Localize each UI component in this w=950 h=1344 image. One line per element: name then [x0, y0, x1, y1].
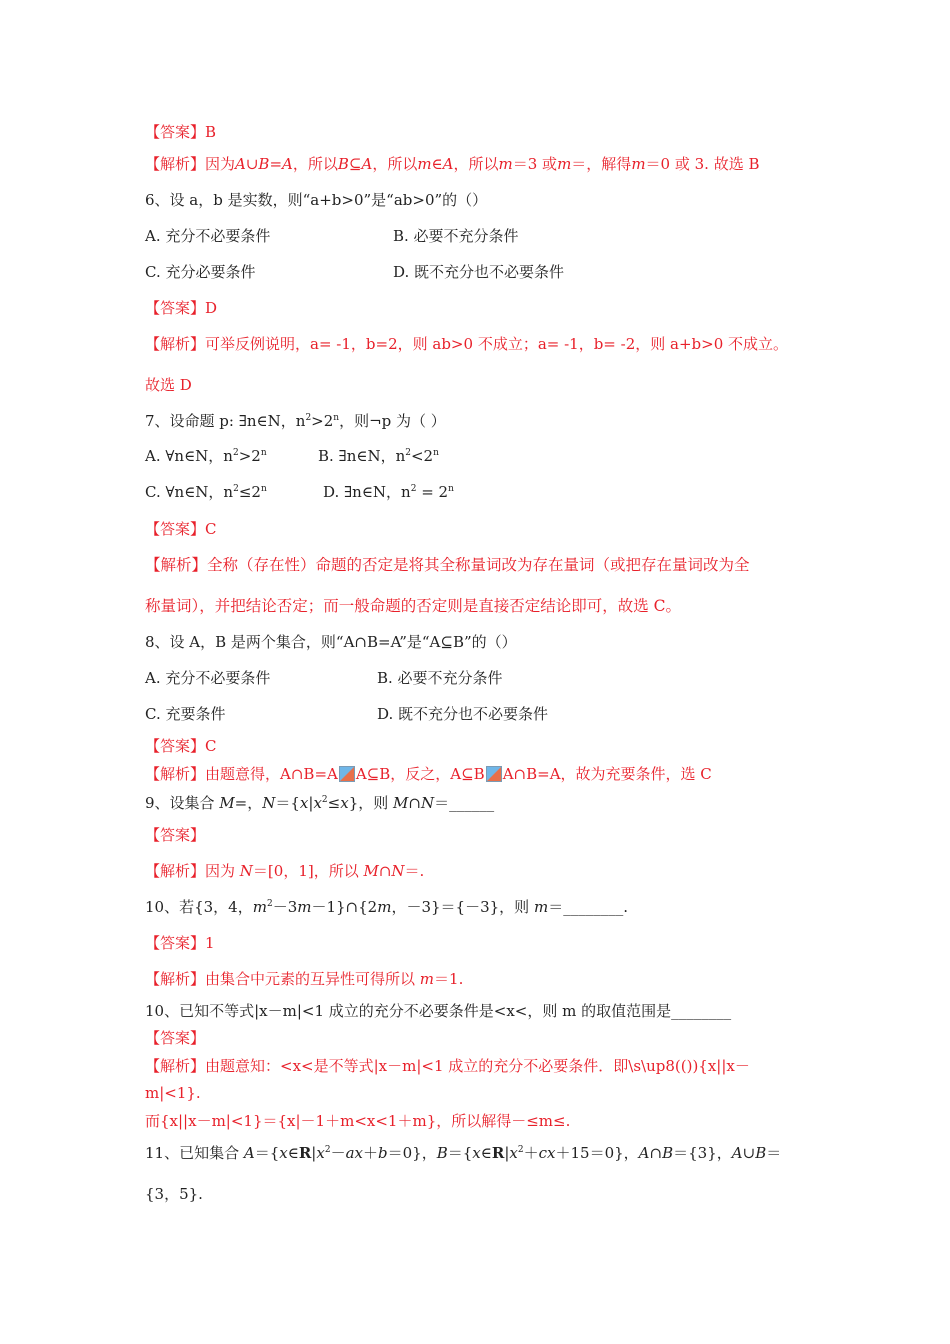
superscript: n — [433, 448, 439, 458]
analysis-text: ，所以 — [372, 155, 418, 173]
option-text: ≤2 — [238, 483, 261, 501]
analysis-text: ，所以 — [292, 155, 338, 173]
q5-analysis — [145, 154, 760, 174]
q6-analysis-cont: 故选 D — [145, 376, 192, 394]
superscript: n — [333, 413, 340, 423]
stem-math: m — [377, 898, 392, 916]
option-text: B. ∃n∈N，n — [318, 447, 406, 465]
answer-value: C — [205, 737, 217, 755]
superscript: 2 — [405, 448, 411, 458]
analysis-text: ＝1. — [434, 970, 464, 988]
analysis-math: M — [363, 862, 379, 880]
analysis-text: 因为 — [205, 155, 236, 173]
stem-text: －1}∩{2 — [311, 898, 378, 916]
q6-stem: 6、设 a，b 是实数，则“a+b>0”是“ab>0”的（） — [145, 191, 488, 209]
stem-math: A — [731, 1144, 743, 1162]
answer-tag: 【答案】 — [145, 520, 206, 538]
answer-value: B — [205, 123, 217, 141]
stem-math: ax — [345, 1144, 363, 1162]
stem-math: m — [297, 898, 312, 916]
stem-text: ＝0}， — [387, 1144, 437, 1162]
stem-text: | — [504, 1144, 510, 1162]
stem-text: 7、设命题 p: ∃n∈N，n — [145, 412, 306, 430]
stem-math: B — [755, 1144, 767, 1162]
answer-tag: 【答案】 — [145, 934, 206, 952]
superscript: n — [448, 484, 454, 494]
q9-stem — [145, 793, 494, 813]
stem-math: x — [509, 1144, 518, 1162]
q8-answer — [145, 736, 217, 756]
analysis-text: ＝0 或 3. 故选 B — [645, 155, 760, 173]
stem-text: －3 — [272, 898, 298, 916]
q7-options-row1 — [145, 446, 439, 466]
option-d: D. 既不充分也不必要条件 — [377, 705, 549, 723]
stem-text: ＝______ — [434, 794, 495, 812]
superscript: n — [260, 484, 267, 494]
stem-math: x — [340, 794, 349, 812]
q10b-stem: 10、已知不等式|x－m|<1 成立的充分不必要条件是<x<，则 m 的取值范围是________ — [145, 1002, 732, 1020]
q10b-answer — [145, 1028, 205, 1048]
q7-analysis-cont: 称量词），并把结论否定；而一般命题的否定则是直接否定结论即可，故选 C。 — [145, 597, 682, 615]
q8-options-row1 — [145, 668, 503, 688]
option-d — [323, 482, 454, 502]
analysis-math: A∪B=A — [235, 155, 293, 173]
option-text: >2 — [238, 447, 261, 465]
stem-text: ＝{ — [447, 1144, 473, 1162]
stem-text: ＋15＝0}， — [555, 1144, 639, 1162]
stem-math: x — [299, 794, 309, 812]
stem-math: N — [262, 794, 276, 812]
option-c: C. 充要条件 — [145, 705, 226, 723]
stem-text: ∈ — [287, 1144, 299, 1162]
option-text: = 2 — [416, 483, 449, 501]
superscript: n — [260, 448, 267, 458]
analysis-text: 全称（存在性）命题的否定是将其全称量词改为存在量词（或把存在量词改为全 — [207, 556, 750, 574]
q10a-stem — [145, 897, 628, 917]
answer-tag: 【答案】 — [145, 123, 206, 141]
q6-analysis — [145, 334, 788, 354]
option-c — [145, 483, 267, 501]
analysis-math: m — [498, 155, 513, 173]
option-a: A. 充分不必要条件 — [145, 227, 271, 245]
stem-math: b — [378, 1144, 388, 1162]
stem-text: ∈ — [480, 1144, 492, 1162]
q8-stem: 8、设 A，B 是两个集合，则“A∩B=A”是“A⊆B”的（） — [145, 633, 517, 651]
answer-tag: 【答案】 — [145, 737, 206, 755]
option-text: <2 — [410, 447, 434, 465]
analysis-tag: 【解析】 — [145, 1057, 206, 1075]
q7-analysis — [145, 555, 750, 575]
analysis-math: m — [631, 155, 646, 173]
stem-text: ＝ — [766, 1144, 782, 1162]
q9-answer — [145, 825, 205, 845]
option-d: D. 既不充分也不必要条件 — [393, 263, 565, 281]
q11-stem — [145, 1143, 781, 1163]
stem-math: x — [279, 1144, 288, 1162]
answer-tag: 【答案】 — [145, 826, 206, 844]
stem-text: ＝{ — [275, 794, 300, 812]
stem-text: ＝{ — [254, 1144, 280, 1162]
superscript: 2 — [232, 448, 239, 458]
stem-math: M — [393, 794, 409, 812]
q7-answer — [145, 519, 217, 539]
option-text: A. ∀n∈N，n — [145, 447, 233, 465]
stem-math: x — [316, 1144, 325, 1162]
q7-stem — [145, 411, 446, 431]
option-text: C. ∀n∈N，n — [145, 483, 234, 501]
analysis-math: N — [239, 862, 253, 880]
stem-text: ＝{3}， — [673, 1144, 732, 1162]
stem-text: | — [311, 1144, 317, 1162]
analysis-text: A⊆B，反之，A⊆B — [355, 765, 485, 783]
analysis-math: m — [419, 970, 435, 988]
q8-options-row2 — [145, 704, 549, 724]
analysis-text: ＝，解得 — [571, 155, 632, 173]
answer-value: 1 — [205, 934, 215, 952]
answer-tag: 【答案】 — [145, 1029, 206, 1047]
analysis-text: A∩B=A，故为充要条件，选 C — [502, 765, 712, 783]
stem-text: ∩ — [408, 794, 421, 812]
q9-analysis — [145, 861, 424, 881]
option-a — [145, 447, 267, 465]
analysis-math: m∈A — [417, 155, 454, 173]
analysis-tag: 【解析】 — [145, 970, 206, 988]
option-a: A. 充分不必要条件 — [145, 669, 271, 687]
q10b-analysis-cont2: 而{x||x－m|<1}＝{x|－1＋m<x<1＋m}，所以解得－≤m≤. — [145, 1112, 571, 1130]
stem-text: ∪ — [742, 1144, 756, 1162]
analysis-tag: 【解析】 — [145, 765, 206, 783]
analysis-tag: 【解析】 — [145, 862, 206, 880]
stem-text: | — [308, 794, 314, 812]
analysis-tag: 【解析】 — [145, 155, 206, 173]
broken-image-icon — [339, 766, 355, 782]
stem-text: =， — [234, 794, 263, 812]
answer-value: C — [205, 520, 217, 538]
stem-text: ∩ — [649, 1144, 663, 1162]
analysis-tag: 【解析】 — [145, 556, 208, 574]
stem-math: A — [638, 1144, 650, 1162]
analysis-text: ＝[0，1]，所以 — [252, 862, 364, 880]
stem-math: R — [298, 1144, 312, 1162]
q11-stem-cont: {3，5}. — [145, 1185, 203, 1203]
option-b — [318, 446, 439, 466]
stem-text: ，－3}＝{－3}，则 — [391, 898, 534, 916]
q6-answer — [145, 298, 217, 318]
stem-text: 10、若{3，4， — [145, 898, 253, 916]
superscript: 2 — [517, 1145, 524, 1155]
q8-analysis — [145, 764, 712, 784]
analysis-text: ＝. — [404, 862, 425, 880]
stem-math: B — [662, 1144, 674, 1162]
stem-math: B — [436, 1144, 448, 1162]
q10b-analysis — [145, 1056, 750, 1076]
analysis-text: 由题意知：<x<是不等式|x－m|<1 成立的充分不必要条件．即\s\up8(()){x||x－ — [205, 1057, 750, 1075]
superscript: 2 — [321, 795, 328, 805]
analysis-text: ，所以 — [453, 155, 499, 173]
stem-math: x — [472, 1144, 481, 1162]
broken-image-icon — [486, 766, 502, 782]
stem-text: － — [330, 1144, 346, 1162]
q10a-answer — [145, 933, 215, 953]
q10b-analysis-cont: m|<1}. — [145, 1084, 201, 1102]
stem-text: ，则¬p 为（ ） — [339, 412, 446, 430]
stem-math: A — [243, 1144, 255, 1162]
stem-math: R — [491, 1144, 505, 1162]
stem-text: ≤ — [327, 794, 341, 812]
option-b: B. 必要不充分条件 — [377, 669, 503, 687]
option-b: B. 必要不充分条件 — [393, 227, 519, 245]
answer-tag: 【答案】 — [145, 299, 206, 317]
answer-value: D — [205, 299, 218, 317]
analysis-text: ∩ — [378, 862, 392, 880]
stem-text: 11、已知集合 — [145, 1144, 244, 1162]
superscript: 2 — [233, 484, 239, 494]
option-c: C. 充分必要条件 — [145, 263, 256, 281]
superscript: 2 — [410, 484, 417, 494]
stem-math: M — [219, 794, 235, 812]
analysis-text: ＝3 或 — [512, 155, 558, 173]
analysis-text: 由集合中元素的互异性可得所以 — [205, 970, 420, 988]
superscript: 2 — [305, 413, 312, 423]
stem-text: ＋ — [362, 1144, 378, 1162]
stem-text: }，则 — [348, 794, 394, 812]
q6-options-row2 — [145, 262, 565, 282]
stem-math: N — [420, 794, 435, 812]
analysis-text: 因为 — [205, 862, 240, 880]
superscript: 2 — [266, 899, 273, 909]
stem-math: m — [533, 898, 549, 916]
stem-math: x — [313, 794, 322, 812]
stem-text: ＋ — [523, 1144, 539, 1162]
analysis-math: B⊆A — [337, 155, 373, 173]
option-text: D. ∃n∈N，n — [323, 483, 411, 501]
q7-options-row2 — [145, 482, 454, 502]
analysis-tag: 【解析】 — [145, 335, 206, 353]
stem-math: cx — [538, 1144, 556, 1162]
analysis-text: 由题意得，A∩B=A — [205, 765, 338, 783]
analysis-math: m — [557, 155, 572, 173]
stem-text: >2 — [311, 412, 334, 430]
stem-text: 9、设集合 — [145, 794, 220, 812]
q10a-analysis — [145, 969, 463, 989]
q6-options-row1 — [145, 226, 519, 246]
superscript: 2 — [324, 1145, 331, 1155]
stem-text: ＝________. — [548, 898, 628, 916]
q5-answer — [145, 122, 216, 142]
stem-math: m — [252, 898, 267, 916]
analysis-text: 可举反例说明，a= -1，b=2，则 ab>0 不成立；a= -1，b= -2，则 a+b>0 不成立。 — [205, 335, 789, 353]
analysis-math: N — [391, 862, 405, 880]
